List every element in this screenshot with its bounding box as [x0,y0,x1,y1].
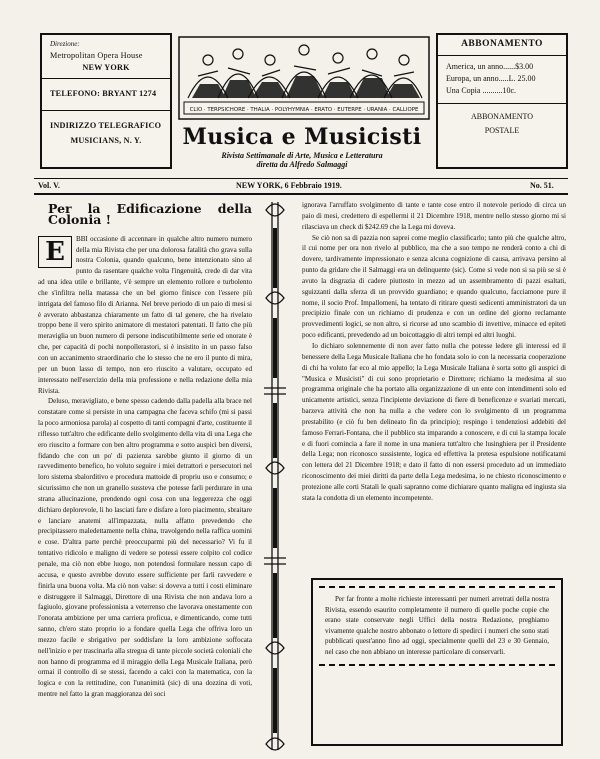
article-title: Per la Edificazione della Colonia ! [48,201,252,227]
telefono-text: TELEFONO: BRYANT 1274 [50,89,157,98]
direzione-divider-2 [42,110,170,111]
abbonamento-divider [438,55,566,56]
abbonamento-footer-line1: ABBONAMENTO [470,112,534,121]
abbonamento-footer-line2: POSTALE [484,126,520,135]
drop-cap: E [38,236,72,268]
abbonamento-box [436,33,568,169]
issue-date: NEW YORK, 6 Febbraio 1919. [236,181,342,190]
article-paragraph: Se ciò non sa di pazzia non saprei come meglio classificarlo; tanto più che qualche altro, il cui nome per ora non rivelo al pubblico, ma che a suo tempo ne renderà conto a chi di dovere, tardivamente impressionato e senza alcuna cognizione di causa, arrivava persino al punto da gridare che il Salmaggi era un delinquente (sic). Come si vede non si sa più se si è avuto la disgrazia di cadere piuttosto in mezzo ad un assembramento di pazzi esaltati, sguizzanti dalla sferza di un provvido guardiano; e quando qualcuno, facciamone pure il nome, il socio Prof. Impallomeni, ha tentato di ritirare questi sedicenti amministratori da un precipizio finale con un richiamo di prudenza e con un ordine del giorno reclamante provvedimenti logici, se non altro, si ricorse ad uno scambio di invettive, minacce ed epiteti poco edificanti, prevedendo ad un boicottaggio di altri tempi ed altri luoghi. [302,233,566,340]
notice-box [311,578,563,746]
abbonamento-title: ABBONAMENTO [461,39,543,49]
direzione-address: Metropolitan Opera House [50,51,143,60]
article-column-2 [302,200,566,504]
direzione-divider [42,78,170,79]
price-europa: Europa, un anno.....L. 25.00 [446,74,536,83]
price-copia: Una Copia ..........10c. [446,86,516,95]
direzione-city: NEW YORK [82,63,130,72]
price-america: America, un anno......$3.00 [446,62,534,71]
abbonamento-footer [438,110,566,138]
article-paragraph: Io dichiaro solennemente di non aver fatto nulla che potesse ledere gli interessi ed il benessere della Lega Musicale Italiana che ho fondata solo io con la necessaria cooperazione di chi ha voluto far eco al mio appello; la Lega Musicale Italiana è sorta sotto gli auspici di "Musica e Musicisti" di cui sono proprietario e Direttore; richiamo la medesima al suo programma originale che ha portato alla organizzazione di un ente con intendimenti solo ed unicamente artistici, senza l'incipiente deviazione di fiere di beneficenze e svariati mercati, barzeva attività che non ha nulla a che vedere con lo svolgimento di un programma prestabilito (e ciò fu ben delineato fin da principio); respingo i tendenziosi addebiti del famoso Ferrari-Fontana, che il pubblico sta imparando a conoscere, e di cui la stampa locale e di fuori comincia a fare il nome in una maniera tutt'altro che lusinghiera per il Presidente della Lega; non riconosco sussistente, logica ed effettiva la pretesa espulsione notificatami con lettera del 21 Dicembre 1918; e dato il fatto di non essersi proceduto ad un immediato riconoscimento dei miei diritti da parte della Lega medesima, io ne chiesto riconoscimento e protezione alle corti Statali le quali sapranno come dichiarare quanto maligna ed ingiusta sia stata la condotta di un elemento incompetente. [302,341,566,502]
ornamental-column-divider [258,198,292,756]
article-paragraph: Deluso, meravigliato, e bene spesso cadendo dalla padella alla brace nel constatare come si persiste in una campagna che faceva schifo (mi si passi la poco armoniosa parola) al cospetto di tanti compagni d'arte, costituente il riflesso tutt'altro che edificante dello svolgimento della vita di una Lega che ero riuscito a formare con ben altro programma e sotto auspici ben diversi, fidando che con un po' di pazienza sarebbe giunto il giorno di un ravvedimento benefico, ho voluto seguire i miei detrattori e persecutori nel loro sistema sbalorditivo e procedura mattoide di propriu uso e consumo; e sicurissimo che non un granello sussteva che potesse farli perdurare in una strana allucinazione, prendendo ogni cosa con una leggerezza che oggi dichiaro deplorevole, li ho lasciati fare e disfare a loro piacimento, sbraitare e lanciare anatemi all'impazzata, nulla affatto prevedendo che precipitassero maledettamente nella china, travolgendo nella raffica uomini e cose. D'altra parte perchè preoccuparmi più del necessario? Vi fu il tentativo ridicolo e maligno di vedere se potessi essere colpito col codice penale, ma ciò non ebbe luogo, non potendosi formulare nessun capo di accusa, e questo avrebbe dovuto essere sufficiente per farli ravvedere e finirla una buona volta. Ma ciò non valse: si doveva a tutti i costi eliminare e distruggere il Salmaggi, Direttore di una Rivista che non andava loro a fagiuolo, giovane professionista a veterrenso che lavorava onestamente con l'onorata ambizione per uma carriera proficua, e dimenticando, come tutti sanno, ch'ero stato proprio io a fondare quella Lega che offriva loro un mezzo facile e sbrigativo per soddisfare la loro ambizione soffocata nell'inizio e per trascinarla alla stregua di tante piccole società coloniali che non hanno di programma ed il miraggio della Lega Musicale Italiana, però ormai il controllo di se stessi, facendo a calci con la matematica, con la logica e con la rettitudine, con l'unanimità (sic) di una dozzina di voti, mentre nel fatto la gran maggioranza dei soci [38,397,252,699]
direzione-label: Direzione: [50,40,80,48]
telegrafo-label: INDIRIZZO TELEGRAFICO [50,121,162,130]
notice-inner [319,586,555,666]
notice-text: Per far fronte a molte richieste interessanti per numeri arretrati della nostra Rivista, essendo esaurito completamente il numero di quelle poche copie che erano state conservate negli Uffici della nostra Redazione, preghiamo vivamente qualche nostro abbonato o lettore di spedirci i numeri che sono stati pubblicati quest'anno fino ad oggi, specialmente quelli del 23 e 30 Gennaio, nel caso che non abbiano un interesse particolare di conservarli. [325,595,549,656]
issue-number: No. 51. [530,181,554,190]
newspaper-editor: diretta da Alfredo Salmaggi [256,160,348,169]
article-column-1 [38,202,252,700]
volume-number: Vol. V. [38,181,60,190]
muses-banner: CLIO · TERPSICHORE · THALIA · POLYHYMNIA · ERATO · EUTERPE · URANIA · CALLIOPE [189,107,419,113]
article-paragraph: ignorava l'arruffato svolgimento di tante e tante cose entro il notevole periodo di circa un paio di mesi, credettero di espellermi il 21 Dicembre 1918, mentre nello stesso giorno mi si rilasciava un check di $242.69 che la Lega mi doveva. [302,201,566,231]
telegrafo-address: MUSICIANS, N. Y. [70,136,142,145]
top-rule [34,178,568,179]
muses-illustration [178,36,430,120]
newspaper-title: Musica e Musicisti [182,124,422,150]
masthead [170,124,434,169]
bottom-rule [34,193,568,195]
article-paragraph: BBI occasione di accennare in qualche altro numero numero della mia Rivista che per una dolorosa fatalità cho grava sulla nostra Colonia, quando qualcuno, bene intenzionato sino al punto da rasentare qualche volta l'ingenuità, crede di dar vita ad una idea utile e brillante, v'è sempre un elemento rollore e turbolento che s'infiltra nella matassa che un bel giorno finisce con l'essere più intrigata del famoso filo di Arianna. Nel breve periodo di un paio di mesi si è avverato abbastanza chiaramente un fatto di tal genere, che ha rivelato troppo bene il vero spirito animatore di mestatori patentati. Il fatto che più meraviglia un buon numero di persone indiscutibilmente serie ed onorate è che, per capacità di pochi nonpollerastori, si è insistito in un passo falso con un accanimento straordinario che lo stesso che ne ero il punto di mira, per un buon lasso di tempo, non ero riuscito a valutare, occupato ed interessato nell'esercizio della mia professione e nella redazione della mia Rivista. [38,234,252,395]
newspaper-subtitle: Rivista Settimanale di Arte, Musica e Letteratura [221,151,383,160]
abbonamento-divider-2 [438,103,566,104]
direzione-box [40,33,172,169]
